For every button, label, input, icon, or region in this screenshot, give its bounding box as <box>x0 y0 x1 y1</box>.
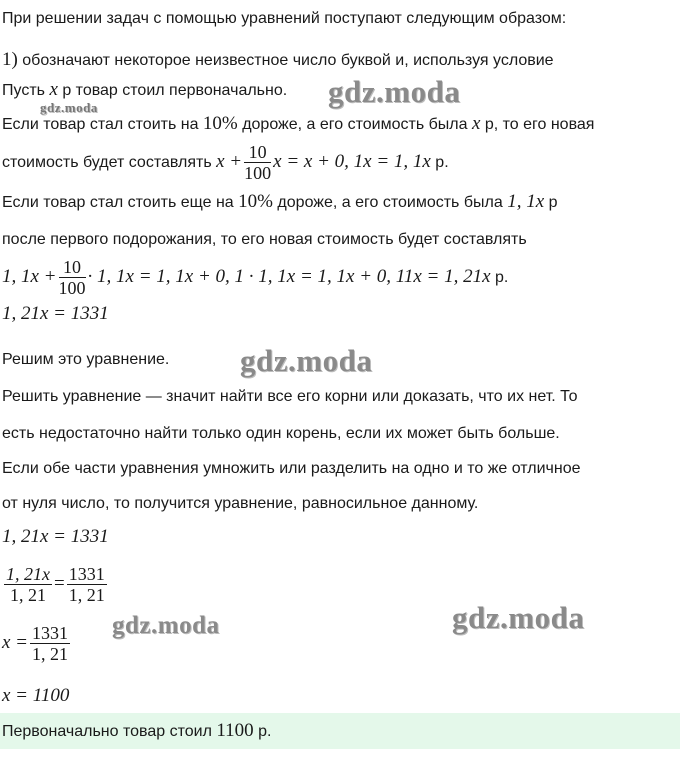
fraction <box>244 142 271 183</box>
step-1-body: обозначают некоторое неизвестное число буквой и, используя условие <box>17 52 554 69</box>
answer-box <box>0 713 680 749</box>
answer-value: 1100 <box>216 720 254 741</box>
p1-text-b: дороже, а его стоимость была <box>237 116 472 133</box>
answer-prefix: Первоначально товар стоил <box>2 723 217 740</box>
p1-text-a: Если товар стал стоить на <box>2 116 203 133</box>
fraction-numerator: 10 <box>59 257 86 278</box>
definition-line-3: Если обе части уравнения умножить или разделить на одно и то же отличное <box>2 460 581 477</box>
formula-part: x = x + 0, 1x = 1, 1x <box>273 151 431 172</box>
p3-text-a: Если товар стал стоить еще на <box>2 194 239 211</box>
fraction-denominator: 1, 21 <box>10 585 46 606</box>
watermark-logo: gdz.moda <box>328 74 461 109</box>
step-number: 1) <box>2 49 18 70</box>
watermark-logo: gdz.moda <box>112 612 220 639</box>
percent-value: 10% <box>202 113 238 134</box>
value-expression: 1, 1x <box>507 191 545 212</box>
fraction <box>30 623 70 664</box>
fraction-numerator: 1331 <box>32 623 69 644</box>
fraction-denominator: 100 <box>244 163 272 184</box>
definition-line-4: от нуля число, то получится уравнение, равносильное данному. <box>2 495 479 512</box>
fraction-denominator: 100 <box>58 278 86 299</box>
formula-part: · 1, 1x = 1, 1x + 0, 1 · 1, 1x = 1, 1x + 0, 11x = 1, 21x <box>87 266 491 287</box>
p1-text-c: р, то его новая <box>480 116 595 133</box>
var-x: x <box>471 113 481 134</box>
let-line <box>2 80 287 101</box>
paragraph-2-line-2: после первого подорожания, то его новая стоимость будет составлять <box>2 231 527 248</box>
answer-text <box>2 721 271 742</box>
paragraph-2-line-1 <box>2 192 557 213</box>
watermark-logo: gdz.moda <box>240 343 373 378</box>
formula-line <box>2 255 508 300</box>
paragraph-1-line-1 <box>2 114 594 135</box>
equation-5: x = 1100 <box>2 685 70 706</box>
p5-text-b: р. <box>490 269 509 286</box>
equation-3 <box>2 562 109 607</box>
fraction-numerator: 10 <box>244 142 271 163</box>
p3-text-b: дороже, а его стоимость была <box>272 194 508 211</box>
solve-text: Решим это уравнение. <box>2 351 170 368</box>
let-prefix: Пусть <box>2 82 50 99</box>
formula-part: 1, 1x + <box>2 266 57 287</box>
fraction <box>59 257 86 298</box>
fraction-denominator: 1, 21 <box>32 644 69 665</box>
p2-text-b: р. <box>430 154 449 171</box>
let-suffix: р товар стоил первоначально. <box>57 82 288 99</box>
intro-text: При решении задач с помощью уравнений поступают следующим образом: <box>2 10 567 27</box>
equation-2: 1, 21x = 1331 <box>2 526 109 547</box>
fraction-denominator: 1, 21 <box>68 585 105 606</box>
p2-text-a: стоимость будет составлять <box>2 154 217 171</box>
p3-text-c: р <box>544 194 558 211</box>
paragraph-1-line-2 <box>2 140 449 185</box>
formula-part: x + <box>216 151 243 172</box>
definition-line-1: Решить уравнение — значит найти все его корни или доказать, что их нет. То <box>2 388 578 405</box>
equation-1: 1, 21x = 1331 <box>2 303 109 324</box>
fraction-numerator: 1331 <box>68 564 105 585</box>
formula-part: x = <box>2 632 29 653</box>
step-1-text <box>2 50 554 71</box>
fraction-numerator: 1, 21x <box>6 564 50 585</box>
var-x: x <box>49 79 58 100</box>
fraction <box>4 564 52 605</box>
percent-value: 10% <box>238 191 273 212</box>
equals-sign: = <box>54 573 65 594</box>
watermark-logo-small: gdz.moda <box>40 100 98 115</box>
answer-suffix: р. <box>253 723 272 740</box>
watermark-logo: gdz.moda <box>452 600 585 635</box>
fraction <box>67 564 107 605</box>
definition-line-2: есть недостаточно найти только один корень, если их может быть больше. <box>2 425 560 442</box>
equation-4 <box>2 621 72 666</box>
